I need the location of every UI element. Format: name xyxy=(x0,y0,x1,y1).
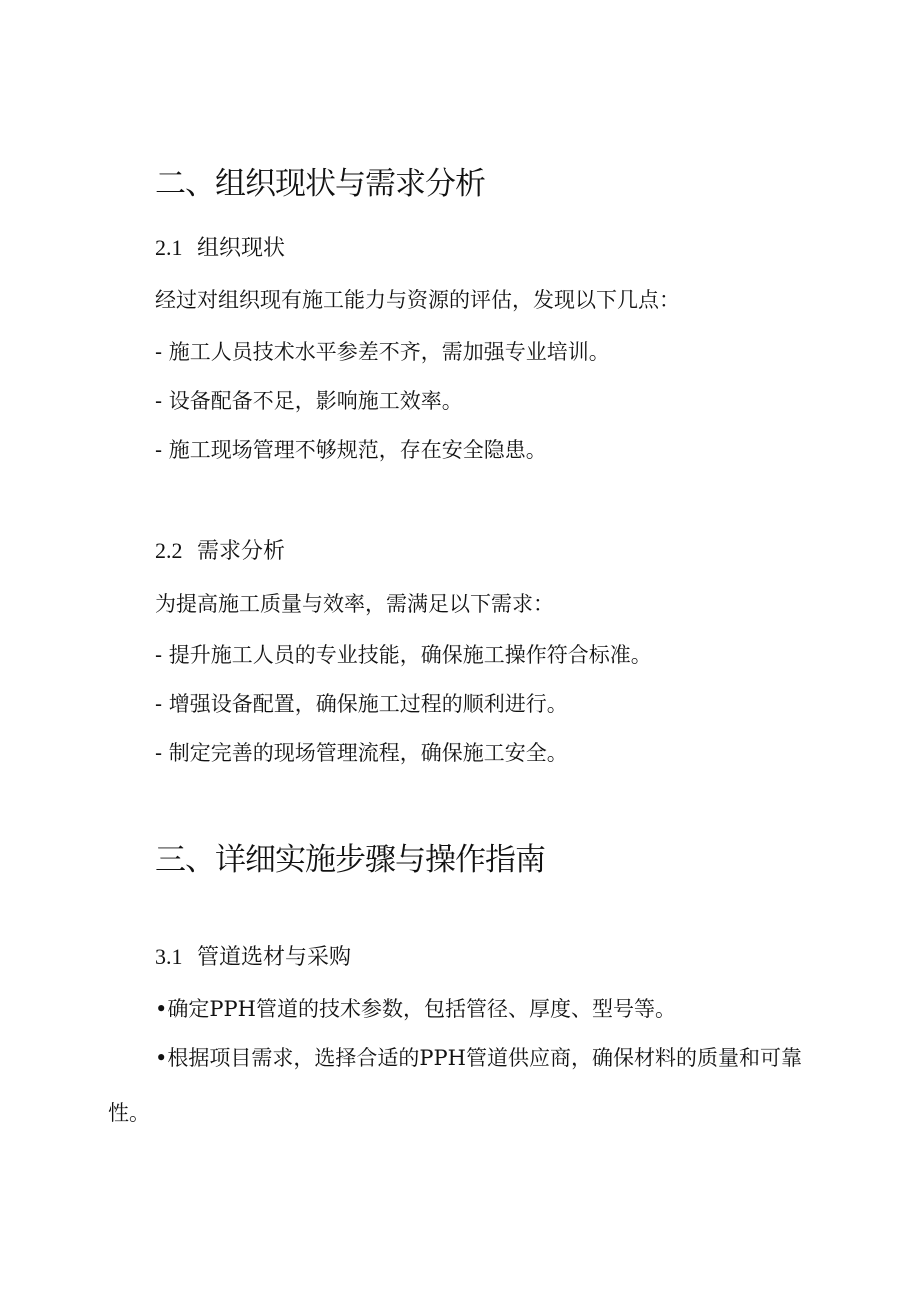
list-item: •根据项目需求，选择合适的PPH管道供应商，确保材料的质量和可靠性。 xyxy=(108,1046,802,1125)
list-item: - 设备配备不足，影响施工效率。 xyxy=(155,389,463,413)
subsection-2-1-title: 组织现状 xyxy=(197,236,286,261)
subsection-2-2-number: 2.2 xyxy=(155,538,183,563)
subsection-2-2-title: 需求分析 xyxy=(197,539,286,564)
list-item: - 提升施工人员的专业技能，确保施工操作符合标准。 xyxy=(155,643,652,667)
subsection-3-1-title: 管道选材与采购 xyxy=(197,945,352,970)
section-3-heading: 三、详细实施步骤与操作指南 xyxy=(155,842,545,878)
list-item: - 制定完善的现场管理流程，确保施工安全。 xyxy=(155,741,568,765)
subsection-3-1-heading xyxy=(155,942,351,973)
list-item: - 增强设备配置，确保施工过程的顺利进行。 xyxy=(155,692,568,716)
subsection-2-1-intro: 经过对组织现有施工能力与资源的评估，发现以下几点： xyxy=(155,288,680,312)
subsection-2-1-heading xyxy=(155,233,285,264)
subsection-3-1-number: 3.1 xyxy=(155,944,183,969)
section-2-heading: 二、组织现状与需求分析 xyxy=(155,166,485,202)
list-item: •确定PPH管道的技术参数，包括管径、厚度、型号等。 xyxy=(155,997,676,1021)
subsection-2-2-heading xyxy=(155,536,285,567)
list-item: - 施工人员技术水平参差不齐，需加强专业培训。 xyxy=(155,340,610,364)
subsection-2-1-number: 2.1 xyxy=(155,235,183,260)
list-item: - 施工现场管理不够规范，存在安全隐患。 xyxy=(155,438,547,462)
subsection-2-2-intro: 为提高施工质量与效率，需满足以下需求： xyxy=(155,592,554,616)
